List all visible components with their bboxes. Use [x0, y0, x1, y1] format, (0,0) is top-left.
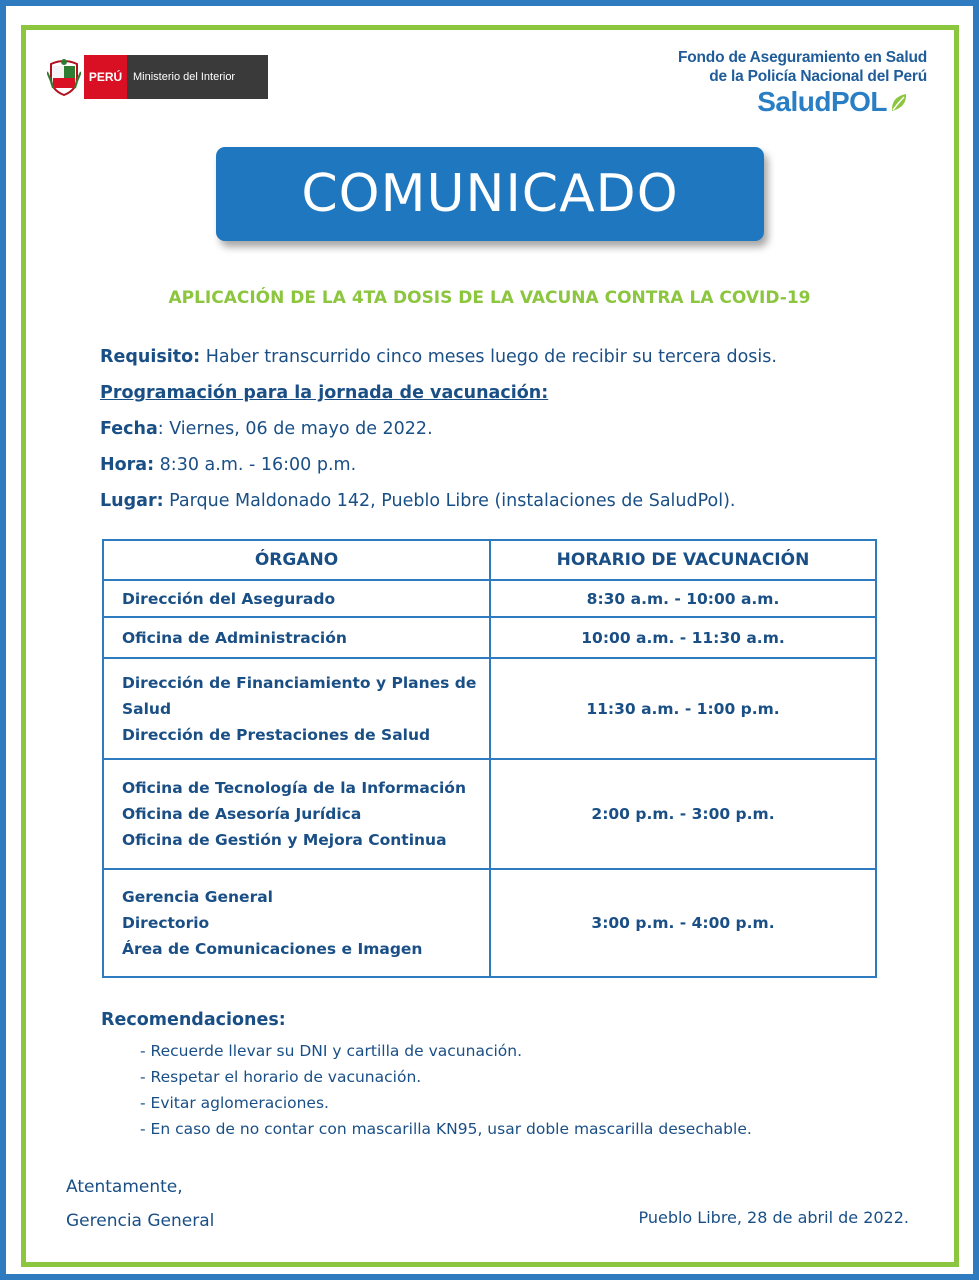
- ministry-label: Ministerio del Interior: [127, 55, 268, 99]
- organo-name: Salud: [122, 699, 172, 718]
- table-row: [103, 580, 876, 617]
- lugar-text: Parque Maldonado 142, Pueblo Libre (instalaciones de SaludPol).: [163, 491, 736, 511]
- organo-cell: [103, 580, 490, 617]
- fecha-text: : Viernes, 06 de mayo de 2022.: [157, 419, 433, 439]
- hora-row: [100, 447, 900, 483]
- recomendaciones-title: Recomendaciones:: [101, 1010, 286, 1030]
- fecha-label: Fecha: [100, 419, 158, 439]
- list-item: - Respetar el horario de vacunación.: [140, 1068, 422, 1086]
- saludpol-logo: [667, 48, 927, 118]
- schedule-table: [102, 539, 877, 978]
- peru-coat-of-arms-icon: [44, 55, 84, 99]
- organo-name: Oficina de Gestión y Mejora Continua: [122, 831, 447, 849]
- hora-text: 8:30 a.m. - 16:00 p.m.: [154, 455, 357, 475]
- horario-cell: 8:30 a.m. - 10:00 a.m.: [490, 580, 876, 617]
- fecha-row: [100, 411, 900, 447]
- table-row: [103, 869, 876, 977]
- organo-name: Dirección de Financiamiento y Planes de: [122, 673, 477, 692]
- lugar-label: Lugar:: [100, 491, 164, 511]
- saludpol-line-2: de la Policía Nacional del Perú: [709, 68, 927, 85]
- closing-greeting: Atentamente,: [66, 1177, 183, 1197]
- horario-cell: 2:00 p.m. - 3:00 p.m.: [490, 759, 876, 869]
- horario-cell: 11:30 a.m. - 1:00 p.m.: [490, 658, 876, 759]
- organo-name: Dirección de Prestaciones de Salud: [122, 725, 431, 744]
- peru-ministry-logo: [44, 55, 268, 99]
- list-item: - En caso de no contar con mascarilla KN95, usar doble mascarilla desechable.: [140, 1120, 752, 1138]
- title-banner: COMUNICADO: [216, 147, 764, 241]
- organo-name: Oficina de Tecnología de la Información: [122, 779, 466, 797]
- table-row: [103, 658, 876, 759]
- recomendaciones-list: [140, 1038, 752, 1142]
- place-date: Pueblo Libre, 28 de abril de 2022.: [638, 1208, 909, 1227]
- programacion-row: [100, 375, 900, 411]
- organo-cell: [103, 617, 490, 658]
- saludpol-brand-text: SaludPOL: [757, 86, 887, 117]
- horario-cell: 3:00 p.m. - 4:00 p.m.: [490, 869, 876, 977]
- closing-signature: Gerencia General: [66, 1211, 215, 1231]
- requisito-row: [100, 339, 900, 375]
- list-item: - Recuerde llevar su DNI y cartilla de vacunación.: [140, 1042, 523, 1060]
- lugar-row: [100, 483, 900, 519]
- peru-label: PERÚ: [84, 55, 127, 99]
- closing-block: [66, 1170, 214, 1238]
- requisito-text: Haber transcurrido cinco meses luego de recibir su tercera dosis.: [200, 347, 777, 367]
- horario-cell: 10:00 a.m. - 11:30 a.m.: [490, 617, 876, 658]
- header-horario: HORARIO DE VACUNACIÓN: [490, 540, 876, 580]
- info-block: [100, 339, 900, 519]
- requisito-label: Requisito:: [100, 347, 201, 367]
- saludpol-line-1: Fondo de Aseguramiento en Salud: [678, 49, 927, 66]
- list-item: - Evitar aglomeraciones.: [140, 1094, 329, 1112]
- hora-label: Hora:: [100, 455, 155, 475]
- programacion-heading: Programación para la jornada de vacunación:: [100, 383, 549, 403]
- header-organo: ÓRGANO: [103, 540, 490, 580]
- organo-name: Gerencia General: [122, 888, 273, 906]
- table-row: [103, 759, 876, 869]
- organo-cell: [103, 869, 490, 977]
- organo-name: Oficina de Asesoría Jurídica: [122, 805, 362, 823]
- saludpol-leaf-icon: [889, 91, 909, 113]
- organo-name: Oficina de Administración: [122, 628, 347, 647]
- organo-cell: [103, 759, 490, 869]
- organo-name: Directorio: [122, 914, 210, 932]
- table-header-row: [103, 540, 876, 580]
- subtitle: APLICACIÓN DE LA 4TA DOSIS DE LA VACUNA CONTRA LA COVID-19: [168, 288, 811, 308]
- organo-cell: [103, 658, 490, 759]
- table-row: [103, 617, 876, 658]
- organo-name: Dirección del Asegurado: [122, 589, 336, 608]
- saludpol-brand: [757, 86, 909, 118]
- organo-name: Área de Comunicaciones e Imagen: [122, 940, 423, 958]
